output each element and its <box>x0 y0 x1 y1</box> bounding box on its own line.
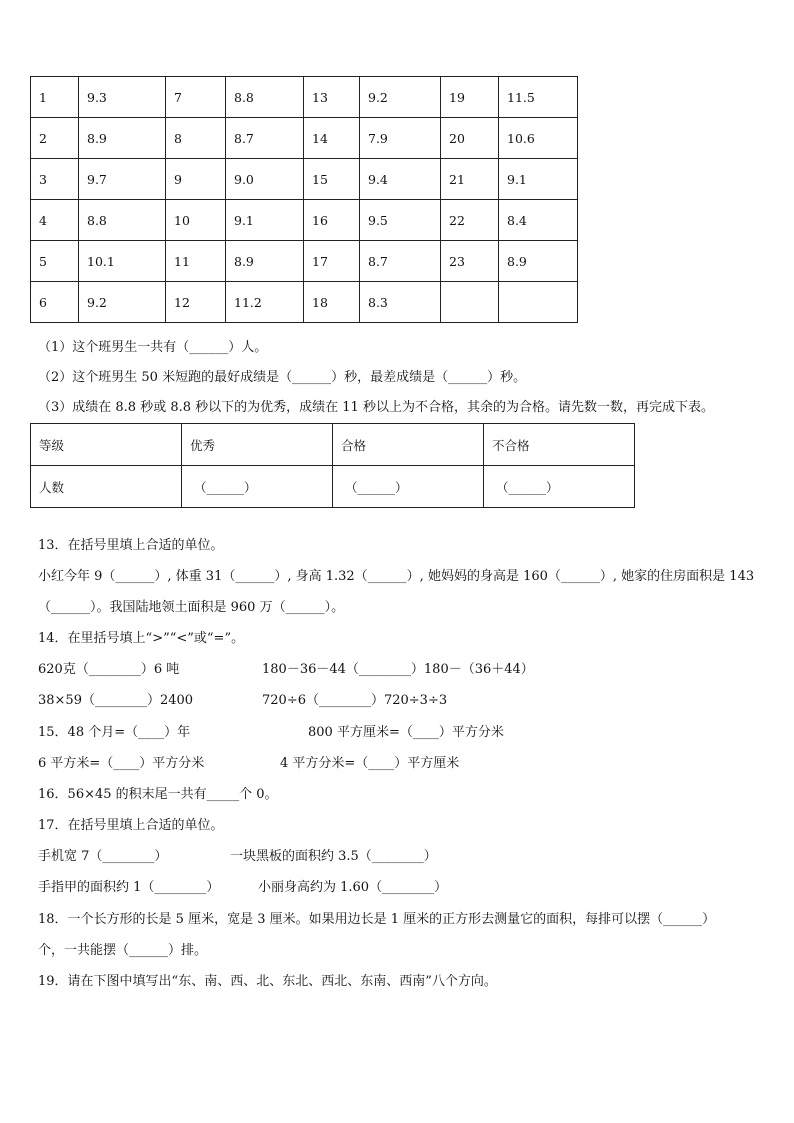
grade-count-blank[interactable]: （______） <box>182 466 333 508</box>
student-number-cell <box>441 282 499 323</box>
score-row <box>31 282 578 323</box>
q12-sub3: （3）成绩在 8.8 秒或 8.8 秒以下的为优秀，成绩在 11 秒以上为不合格，其余的为合格。请先数一数，再完成下表。 <box>38 400 714 415</box>
student-number-cell: 10 <box>166 200 226 241</box>
q18-line1: 18．一个长方形的长是 5 厘米，宽是 3 厘米。如果用边长是 1 厘米的正方形去测量它的面积，每排可以摆（______） <box>38 912 716 927</box>
student-number-cell: 11 <box>166 241 226 282</box>
student-number-cell: 20 <box>441 118 499 159</box>
time-cell: 10.1 <box>79 241 166 282</box>
q15-c: 6 平方米=（____）平方分米 <box>38 756 205 771</box>
score-table <box>30 76 578 323</box>
q19-text: 19．请在下图中填写出“东、南、西、北、东北、西北、东南、西南”八个方向。 <box>38 974 497 989</box>
q14-c: 38×59（________）2400 <box>38 693 194 708</box>
time-cell: 11.2 <box>226 282 304 323</box>
time-cell: 8.7 <box>226 118 304 159</box>
time-cell: 8.8 <box>79 200 166 241</box>
student-number-cell: 8 <box>166 118 226 159</box>
student-number-cell: 15 <box>304 159 360 200</box>
student-number-cell: 2 <box>31 118 79 159</box>
q17-d: 小丽身高约为 1.60（________） <box>258 880 448 895</box>
q13-line2: （______）。我国陆地领土面积是 960 万（______）。 <box>38 600 345 615</box>
q16-text: 16．56×45 的积末尾一共有_____个 0。 <box>38 787 278 802</box>
time-cell: 9.2 <box>360 77 441 118</box>
time-cell: 9.1 <box>499 159 578 200</box>
grade-header-row <box>31 424 635 466</box>
q14-title: 14．在里括号填上“>”“<”或“=”。 <box>38 631 245 646</box>
grade-header-cell: 不合格 <box>484 424 635 466</box>
grade-count-blank[interactable]: （______） <box>484 466 635 508</box>
q18-line2: 个，一共能摆（______）排。 <box>38 943 208 958</box>
grade-count-blank[interactable]: （______） <box>333 466 484 508</box>
time-cell: 9.4 <box>360 159 441 200</box>
score-row <box>31 200 578 241</box>
grade-table <box>30 423 635 508</box>
student-number-cell: 12 <box>166 282 226 323</box>
student-number-cell: 16 <box>304 200 360 241</box>
student-number-cell: 14 <box>304 118 360 159</box>
time-cell: 11.5 <box>499 77 578 118</box>
time-cell: 9.3 <box>79 77 166 118</box>
time-cell: 7.9 <box>360 118 441 159</box>
time-cell: 8.8 <box>226 77 304 118</box>
time-cell: 8.4 <box>499 200 578 241</box>
student-number-cell: 5 <box>31 241 79 282</box>
grade-header-cell: 优秀 <box>182 424 333 466</box>
q17-a: 手机宽 7（________） <box>38 849 168 864</box>
student-number-cell: 22 <box>441 200 499 241</box>
q14-a: 620克（________）6 吨 <box>38 662 180 677</box>
time-cell: 9.1 <box>226 200 304 241</box>
student-number-cell: 6 <box>31 282 79 323</box>
q15-b: 800 平方厘米=（____）平方分米 <box>308 725 504 740</box>
grade-count-row <box>31 466 635 508</box>
q13-title: 13．在括号里填上合适的单位。 <box>38 538 224 553</box>
score-row <box>31 159 578 200</box>
student-number-cell: 13 <box>304 77 360 118</box>
q15-a: 15．48 个月=（____）年 <box>38 725 191 740</box>
student-number-cell: 9 <box>166 159 226 200</box>
score-row <box>31 77 578 118</box>
q15-d: 4 平方分米=（____）平方厘米 <box>280 756 460 771</box>
time-cell: 9.5 <box>360 200 441 241</box>
time-cell <box>499 282 578 323</box>
student-number-cell: 21 <box>441 159 499 200</box>
student-number-cell: 1 <box>31 77 79 118</box>
time-cell: 8.7 <box>360 241 441 282</box>
student-number-cell: 4 <box>31 200 79 241</box>
score-row <box>31 118 578 159</box>
time-cell: 8.3 <box>360 282 441 323</box>
q12-sub2: （2）这个班男生 50 米短跑的最好成绩是（______）秒，最差成绩是（______）秒。 <box>38 370 527 385</box>
time-cell: 8.9 <box>226 241 304 282</box>
student-number-cell: 23 <box>441 241 499 282</box>
student-number-cell: 19 <box>441 77 499 118</box>
student-number-cell: 17 <box>304 241 360 282</box>
q14-d: 720÷6（________）720÷3÷3 <box>262 693 448 708</box>
q17-c: 手指甲的面积约 1（________） <box>38 880 220 895</box>
student-number-cell: 7 <box>166 77 226 118</box>
q13-line1: 小红今年 9（______）, 体重 31（______）, 身高 1.32（______）, 她妈妈的身高是 160（______）, 她家的住房面积是 143 <box>38 569 755 584</box>
time-cell: 9.2 <box>79 282 166 323</box>
time-cell: 8.9 <box>499 241 578 282</box>
q12-sub1: （1）这个班男生一共有（______）人。 <box>38 340 268 355</box>
q17-title: 17．在括号里填上合适的单位。 <box>38 818 224 833</box>
grade-count-label: 人数 <box>31 466 182 508</box>
time-cell: 10.6 <box>499 118 578 159</box>
grade-header-cell: 等级 <box>31 424 182 466</box>
student-number-cell: 18 <box>304 282 360 323</box>
time-cell: 9.0 <box>226 159 304 200</box>
time-cell: 9.7 <box>79 159 166 200</box>
q17-b: 一块黑板的面积约 3.5（________） <box>230 849 437 864</box>
score-row <box>31 241 578 282</box>
grade-header-cell: 合格 <box>333 424 484 466</box>
q14-b: 180－36－44（________）180－（36＋44） <box>262 662 534 677</box>
student-number-cell: 3 <box>31 159 79 200</box>
time-cell: 8.9 <box>79 118 166 159</box>
